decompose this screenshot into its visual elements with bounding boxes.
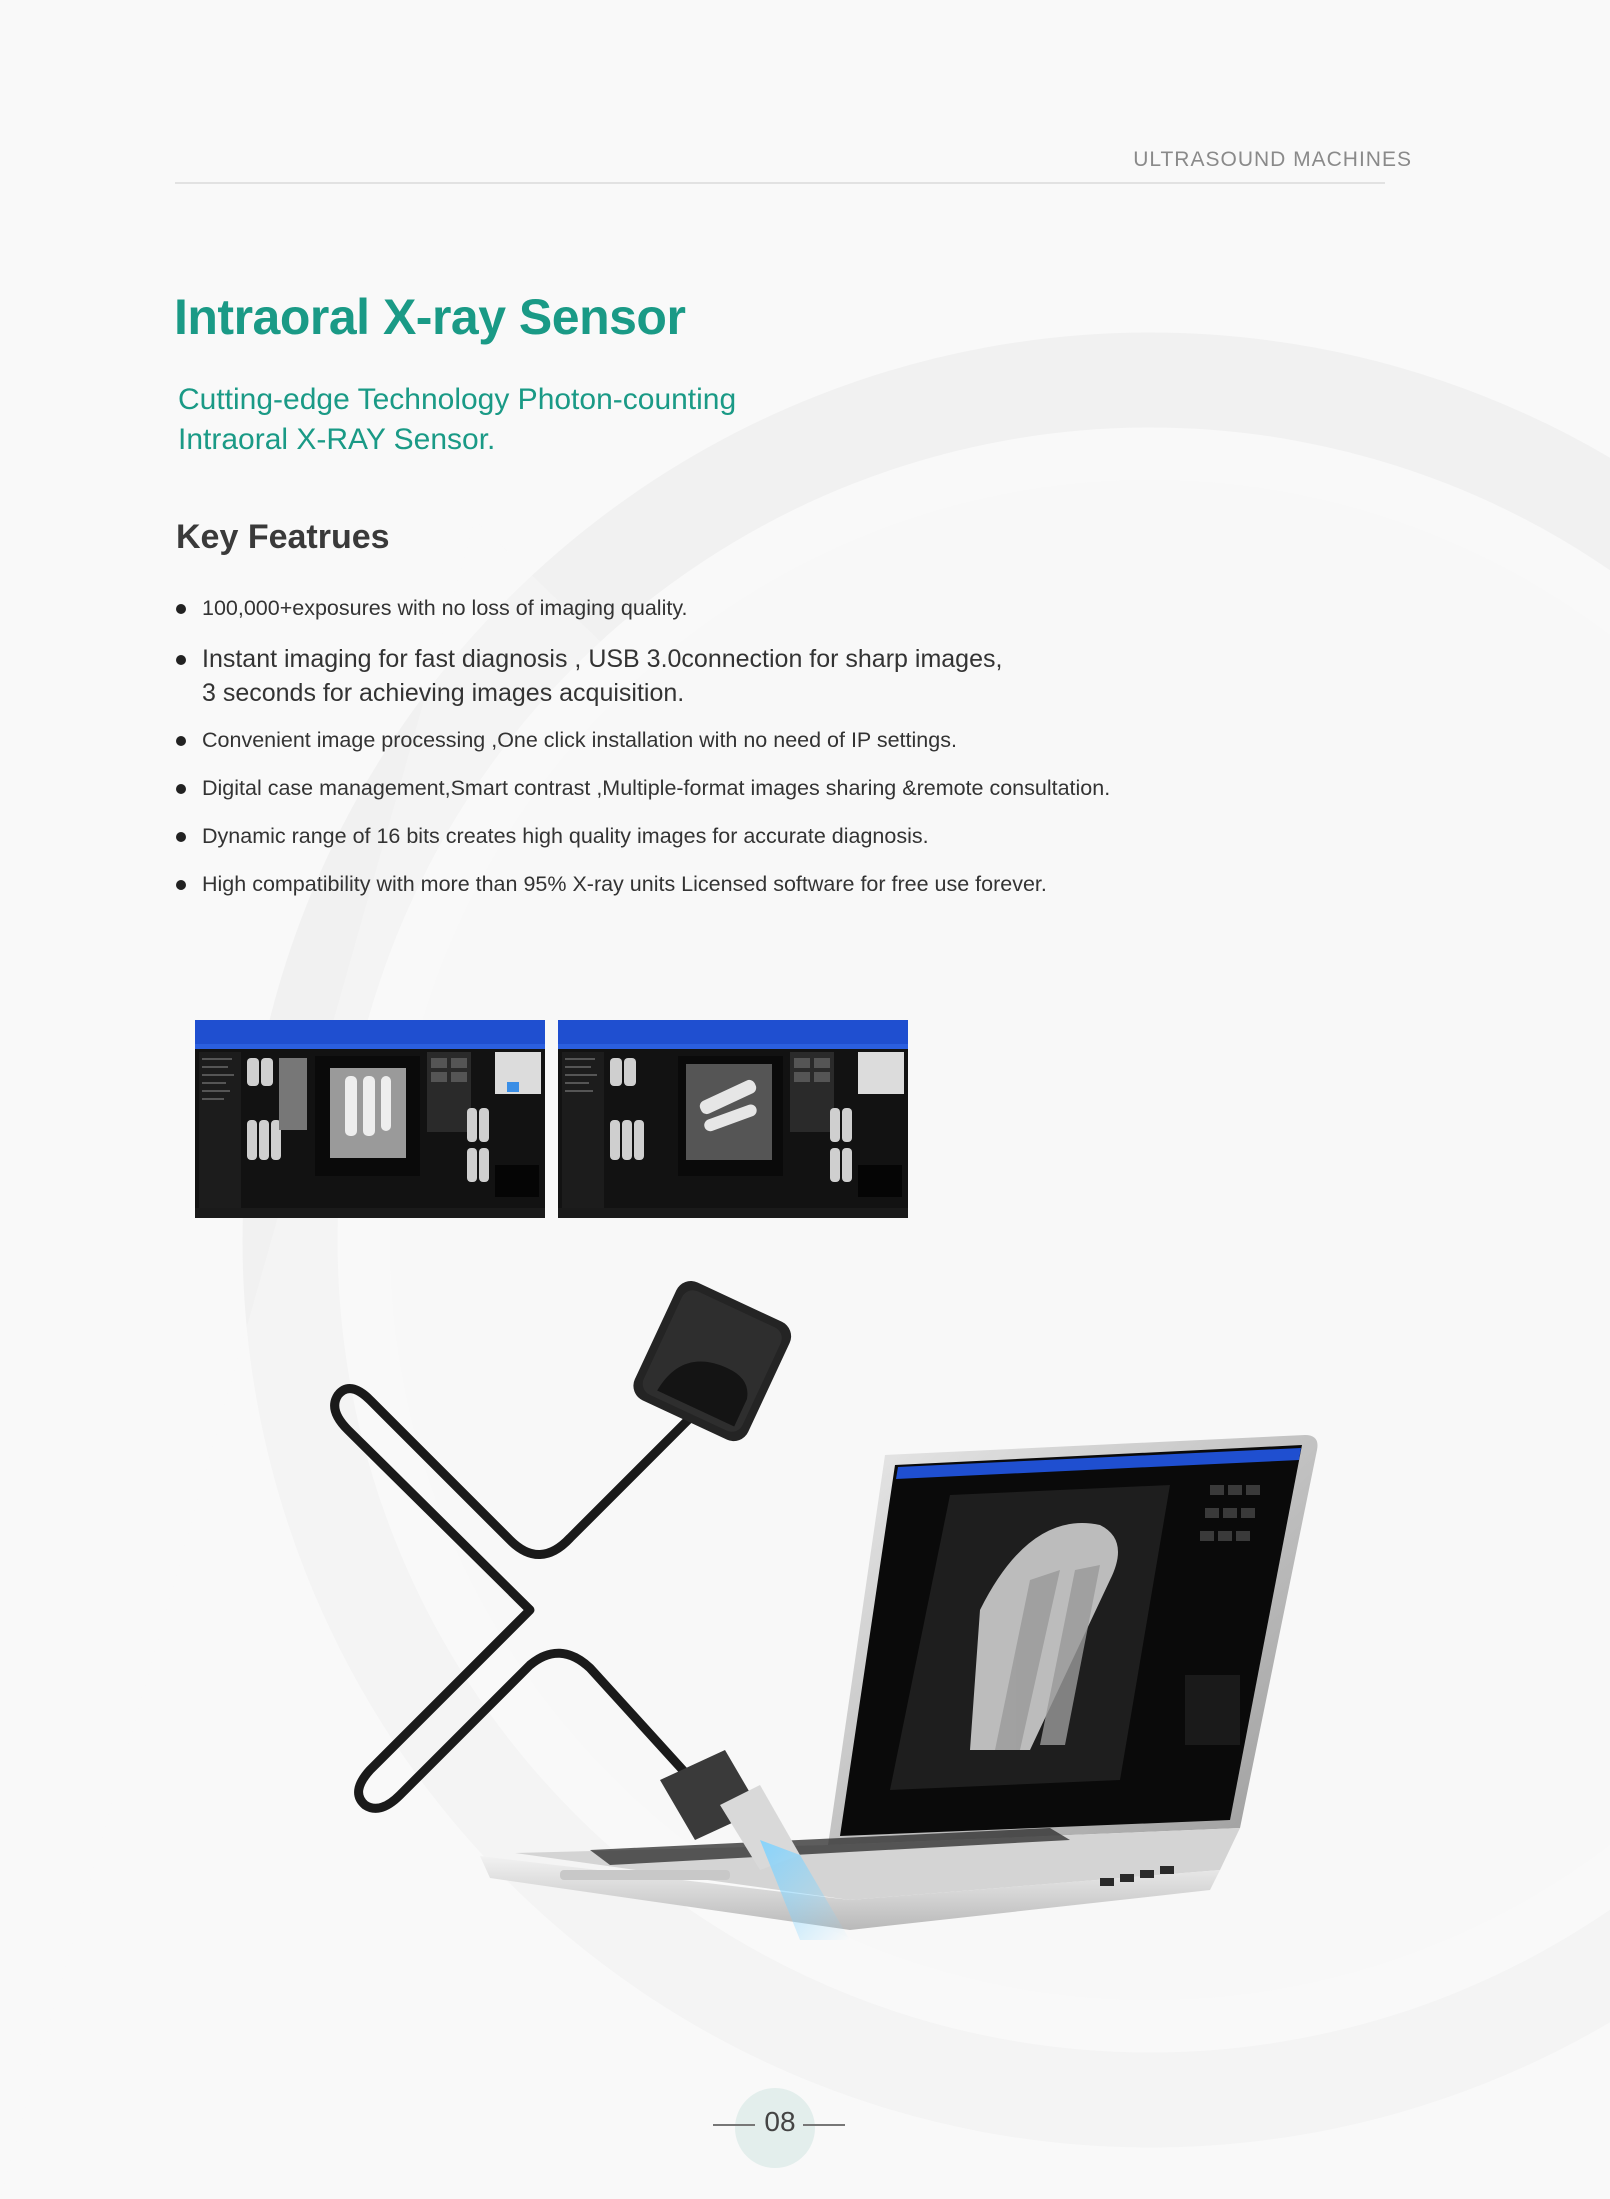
feature-text: Dynamic range of 16 bits creates high quality images for accurate diagnosis.: [202, 824, 929, 848]
feature-text: [202, 642, 1002, 710]
software-screenshot-2: [558, 1020, 908, 1218]
feature-text-line-2: 3 seconds for achieving images acquisition.: [202, 679, 685, 707]
page-number: 08: [764, 2106, 796, 2137]
bullet-icon: [176, 604, 186, 614]
bullet-icon: [176, 736, 186, 746]
feature-item: [176, 726, 957, 754]
feature-text: High compatibility with more than 95% X-ray units Licensed software for free use forever.: [202, 872, 1047, 896]
feature-item: [176, 822, 929, 850]
header-divider: [175, 182, 1385, 184]
bullet-icon: [176, 784, 186, 794]
feature-text: Digital case management,Smart contrast ,Multiple-format images sharing &remote consultation.: [202, 776, 1111, 800]
subtitle-line-1: Cutting-edge Technology Photon-counting: [178, 383, 737, 416]
bullet-icon: [176, 655, 186, 665]
page-title: Intraoral X-ray Sensor: [174, 289, 686, 345]
key-features-heading: Key Featrues: [176, 518, 390, 556]
feature-item: [176, 774, 1110, 802]
page-subtitle: [178, 380, 736, 460]
header-category-label: ULTRASOUND MACHINES: [1133, 148, 1412, 171]
subtitle-line-2: Intraoral X-RAY Sensor.: [178, 423, 496, 456]
feature-text-line-1: Instant imaging for fast diagnosis , USB 3.0connection for sharp images,: [202, 645, 1003, 673]
software-screenshot-1: [195, 1020, 545, 1218]
bullet-icon: [176, 880, 186, 890]
sensor-and-laptop-illustration: [330, 1280, 1340, 1940]
sensor-body: [628, 1280, 796, 1446]
feature-item: [176, 870, 1047, 898]
feature-item: [176, 594, 687, 622]
feature-text: Convenient image processing ,One click installation with no need of IP settings.: [202, 728, 957, 752]
bullet-icon: [176, 832, 186, 842]
feature-item: [176, 642, 1002, 710]
feature-text: 100,000+exposures with no loss of imaging quality.: [202, 596, 688, 620]
